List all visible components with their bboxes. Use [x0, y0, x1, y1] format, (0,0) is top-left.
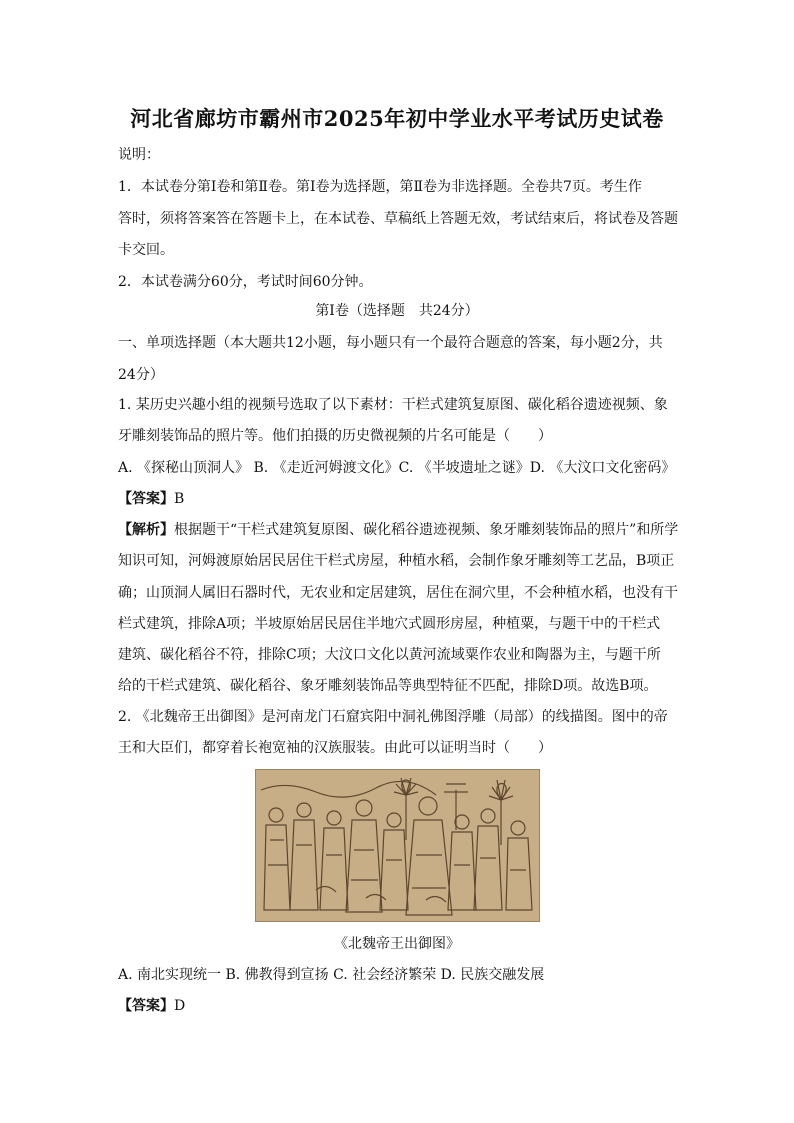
page-title: 河北省廊坊市霸州市2025年初中学业水平考试历史试卷	[130, 106, 664, 131]
answer-label: 【答案】	[118, 998, 174, 1014]
instruction-line: 1．本试卷分第Ⅰ卷和第Ⅱ卷。第Ⅰ卷为选择题，第Ⅱ卷为非选择题。全卷共7页。考生作	[118, 179, 642, 195]
question-1-analysis	[118, 521, 678, 539]
question-2-stem: 2. 《北魏帝王出御图》是河南龙门石窟宾阳中洞礼佛图浮雕（局部）的线描图。图中的帝	[118, 709, 668, 725]
instructions-label: 说明：	[118, 147, 160, 163]
question-1-options: A. 《探秘山顶洞人》 B. 《走近河姆渡文化》C. 《半坡遗址之谜》D. 《大汶口文化密码》	[118, 460, 676, 476]
question-1-stem: 1. 某历史兴趣小组的视频号选取了以下素材：干栏式建筑复原图、碳化稻谷遗迹视频、象	[118, 397, 668, 413]
instruction-line: 卡交回。	[118, 242, 174, 258]
question-2-answer	[118, 997, 185, 1015]
analysis-line: 栏式建筑，排除A项；半坡原始居民居住半地穴式圆形房屋，种植粟，与题干中的干栏式	[118, 616, 661, 632]
part-heading-cont: 24分）	[118, 367, 164, 383]
analysis-line: 建筑、碳化稻谷不符，排除C项；大汶口文化以黄河流域粟作农业和陶器为主，与题干所	[118, 647, 661, 663]
question-2-stem-cont: 王和大臣们，都穿着长袍宽袖的汉族服装。由此可以证明当时（ ）	[118, 740, 552, 756]
analysis-line: 给的干栏式建筑、碳化稻谷、象牙雕刻装饰品等典型特征不匹配，排除D项。故选B项。	[118, 678, 658, 694]
question-1-answer	[118, 490, 184, 508]
instruction-line: 答时，须将答案答在答题卡上，在本试卷、草稿纸上答题无效，考试结束后，将试卷及答题	[118, 211, 678, 227]
figure-caption: 《北魏帝王出御图》	[334, 936, 460, 952]
analysis-text: 根据题干“干栏式建筑复原图、碳化稻谷遗迹视频、象牙雕刻装饰品的照片”和所学	[174, 522, 679, 538]
answer-value: B	[174, 491, 185, 507]
analysis-label: 【解析】	[118, 522, 174, 538]
procession-illustration	[256, 770, 539, 921]
part-heading: 一、单项选择题（本大题共12小题，每小题只有一个最符合题意的答案，每小题2分，共	[118, 335, 663, 351]
answer-value: D	[174, 998, 186, 1014]
section-title: 第Ⅰ卷（选择题 共24分）	[315, 303, 479, 319]
relief-line-drawing-image	[255, 769, 540, 922]
instruction-line: 2．本试卷满分60分，考试时间60分钟。	[118, 274, 373, 290]
answer-label: 【答案】	[118, 491, 174, 507]
analysis-line: 知识可知，河姆渡原始居民居住干栏式房屋，种植水稻，会制作象牙雕刻等工艺品，B项正	[118, 553, 675, 569]
analysis-line: 确；山顶洞人属旧石器时代，无农业和定居建筑，居住在洞穴里，不会种植水稻，也没有干	[118, 585, 678, 601]
question-2-options: A. 南北实现统一 B. 佛教得到宣扬 C. 社会经济繁荣 D. 民族交融发展	[118, 967, 545, 983]
question-1-stem-cont: 牙雕刻装饰品的照片等。他们拍摄的历史微视频的片名可能是（ ）	[118, 428, 552, 444]
